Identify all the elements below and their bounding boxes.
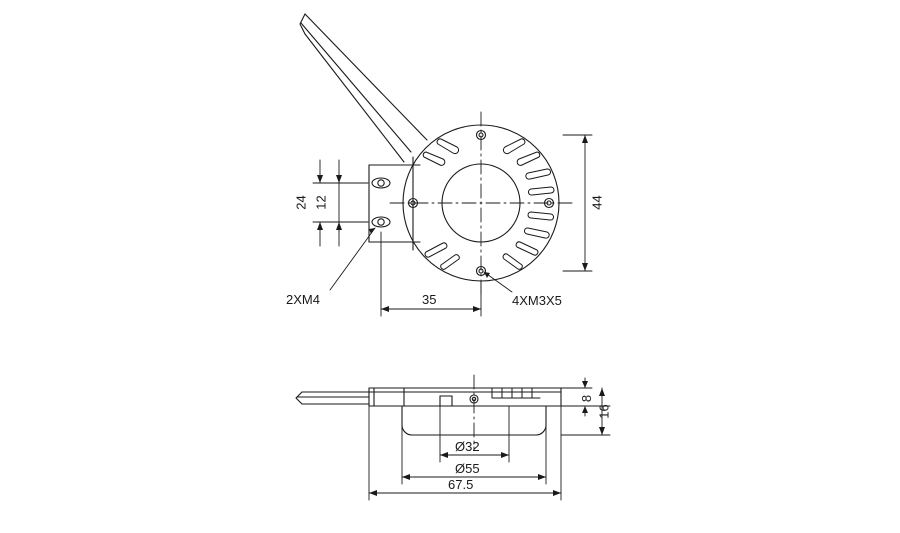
dimension-8: 8 <box>579 394 595 403</box>
radial-slots <box>423 139 554 269</box>
side-view-geometry <box>296 375 561 450</box>
dimension-16: 16 <box>596 404 612 419</box>
dimension-dia55: Ø55 <box>455 461 480 476</box>
boss-right <box>524 406 546 435</box>
callout-2xm4: 2XM4 <box>286 292 320 307</box>
dimension-67-5: 67.5 <box>448 477 474 492</box>
boss-left <box>402 406 424 435</box>
dimension-dia32: Ø32 <box>455 439 480 454</box>
side-view-dimensions <box>369 378 610 500</box>
callout-4xm3x5: 4XM3X5 <box>512 293 562 308</box>
top-view-dimensions <box>313 135 592 316</box>
dimension-35: 35 <box>422 292 437 307</box>
center-lines <box>390 112 572 294</box>
side-cable-tip <box>296 392 302 404</box>
top-view-geometry <box>300 14 572 294</box>
dimension-12: 12 <box>313 195 329 210</box>
dimension-44: 44 <box>589 195 605 210</box>
dimension-24: 24 <box>293 195 309 210</box>
